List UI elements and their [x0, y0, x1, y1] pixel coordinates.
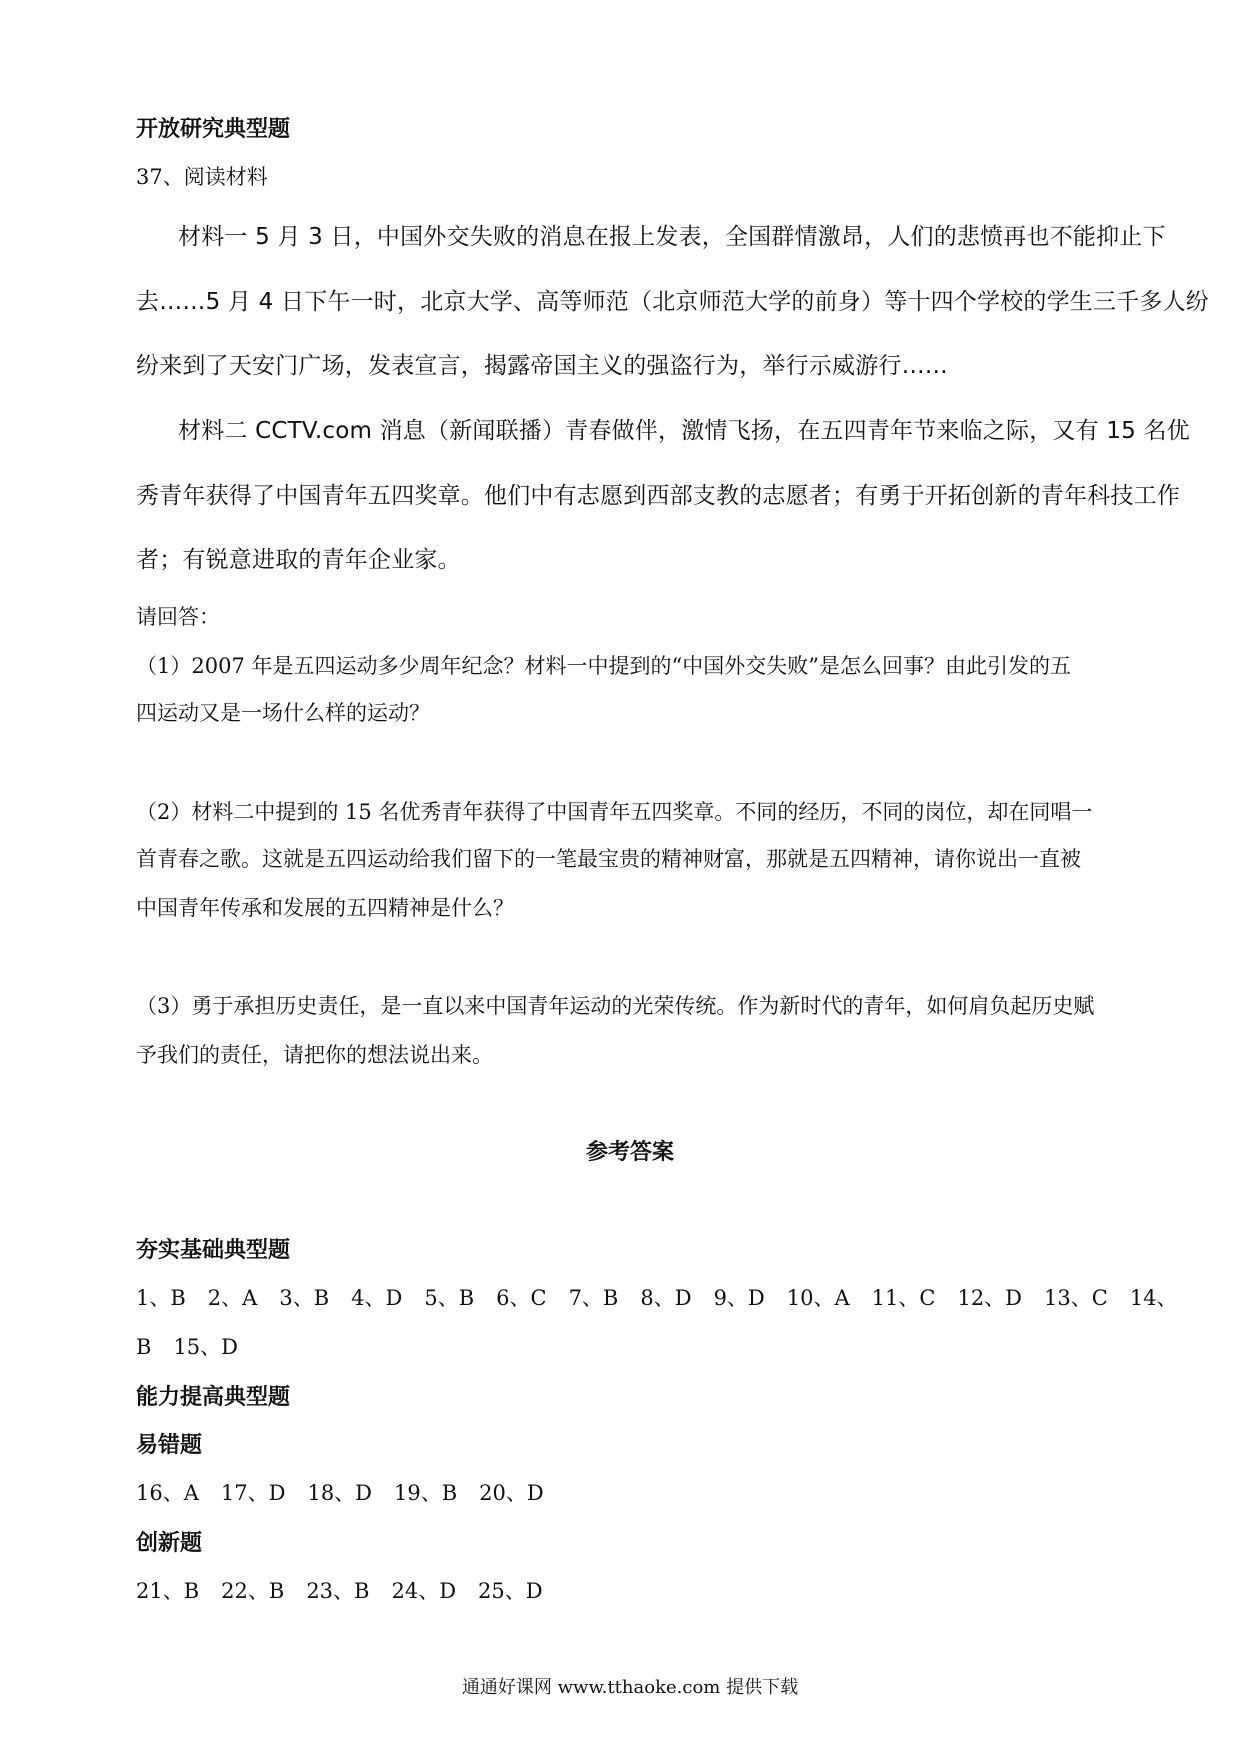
innovation-answers-row: [136, 1575, 565, 1605]
answer-item: 20、D: [479, 1481, 544, 1505]
answer-item: 2、A: [207, 1286, 258, 1310]
page-footer: 通通好课网 www.tthaoke.com 提供下载: [461, 1677, 799, 1698]
answer-item: 23、B: [306, 1579, 370, 1603]
answer-item: 5、B: [424, 1286, 475, 1310]
answer-item: 24、D: [391, 1579, 457, 1603]
basic-answers-row-2: [136, 1331, 260, 1361]
answer-item: 13、C: [1044, 1286, 1108, 1310]
answer-item: 17、D: [220, 1481, 286, 1505]
answer-item: B: [136, 1335, 152, 1359]
answer-item: 16、A: [136, 1481, 199, 1505]
material-one-line-1: 材料一 5 月 3 日，中国外交失败的消息在报上发表，全国群情激昂，人们的悲愤再也不能抑止下: [178, 224, 1166, 250]
answer-item: 3、B: [279, 1286, 330, 1310]
answer-item: 12、D: [957, 1286, 1023, 1310]
answer-item: 10、A: [786, 1286, 850, 1310]
answer-item: 1、B: [136, 1286, 186, 1310]
basic-answers-row-1: [136, 1282, 1200, 1312]
material-one-line-2: 去……5 月 4 日下午一时，北京大学、高等师范（北京师范大学的前身）等十四个学校的学生三千多人纷: [136, 289, 1209, 315]
answer-item: 9、D: [713, 1286, 765, 1310]
answer-item: 21、B: [136, 1579, 200, 1603]
reference-answers-title: 参考答案: [585, 1139, 674, 1165]
question-37-stem: 37、阅读材料: [136, 165, 268, 189]
answer-item: 8、D: [640, 1286, 692, 1310]
sub-question-3-line-1: （3）勇于承担历史责任，是一直以来中国青年运动的光荣传统。作为新时代的青年，如何肩负起历史赋: [136, 994, 1095, 1018]
sub-question-2-line-3: 中国青年传承和发展的五四精神是什么？: [136, 896, 514, 920]
answer-item: 18、D: [307, 1481, 373, 1505]
answer-item: 11、C: [871, 1286, 936, 1310]
material-one-line-3: 纷来到了天安门广场，发表宣言，揭露帝国主义的强盗行为，举行示威游行……: [136, 353, 948, 379]
answer-item: 25、D: [478, 1579, 543, 1603]
material-two-line-1: 材料二 CCTV.com 消息（新闻联播）青春做伴，激情飞扬，在五四青年节来临之际，又有 15 名优: [178, 418, 1190, 444]
answer-item: 19、B: [394, 1481, 458, 1505]
sub-question-2-line-2: 首青春之歌。这就是五四运动给我们留下的一笔最宝贵的精神财富，那就是五四精神，请你说出一直被: [136, 847, 1081, 871]
sub-question-3-line-2: 予我们的责任，请把你的想法说出来。: [136, 1043, 493, 1067]
material-two-line-2: 秀青年获得了中国青年五四奖章。他们中有志愿到西部支教的志愿者；有勇于开拓创新的青年科技工作: [136, 483, 1180, 509]
answer-prompt: 请回答：: [136, 605, 220, 629]
sub-question-2-line-1: （2）材料二中提到的 15 名优秀青年获得了中国青年五四奖章。不同的经历，不同的岗位，却在同唱一: [136, 800, 1093, 824]
basic-section-title: 夯实基础典型题: [136, 1237, 291, 1263]
answer-item: 6、C: [496, 1286, 547, 1310]
answer-item: 14、: [1129, 1286, 1178, 1310]
section-title-open-research: 开放研究典型题: [136, 116, 291, 142]
answer-item: 15、D: [173, 1335, 238, 1359]
answer-item: 22、B: [221, 1579, 285, 1603]
sub-question-1-line-2: 四运动又是一场什么样的运动？: [136, 701, 430, 725]
material-two-line-3: 者；有锐意进取的青年企业家。: [136, 547, 461, 573]
sub-question-1-line-1: （1）2007 年是五四运动多少周年纪念？材料一中提到的“中国外交失败”是怎么回事？由此引发的五: [136, 654, 1071, 678]
error-prone-answers-row: [136, 1477, 566, 1507]
ability-section-title: 能力提高典型题: [136, 1384, 291, 1410]
answer-item: 4、D: [351, 1286, 403, 1310]
error-prone-section-title: 易错题: [136, 1432, 203, 1458]
innovation-section-title: 创新题: [136, 1530, 203, 1556]
answer-item: 7、B: [568, 1286, 619, 1310]
